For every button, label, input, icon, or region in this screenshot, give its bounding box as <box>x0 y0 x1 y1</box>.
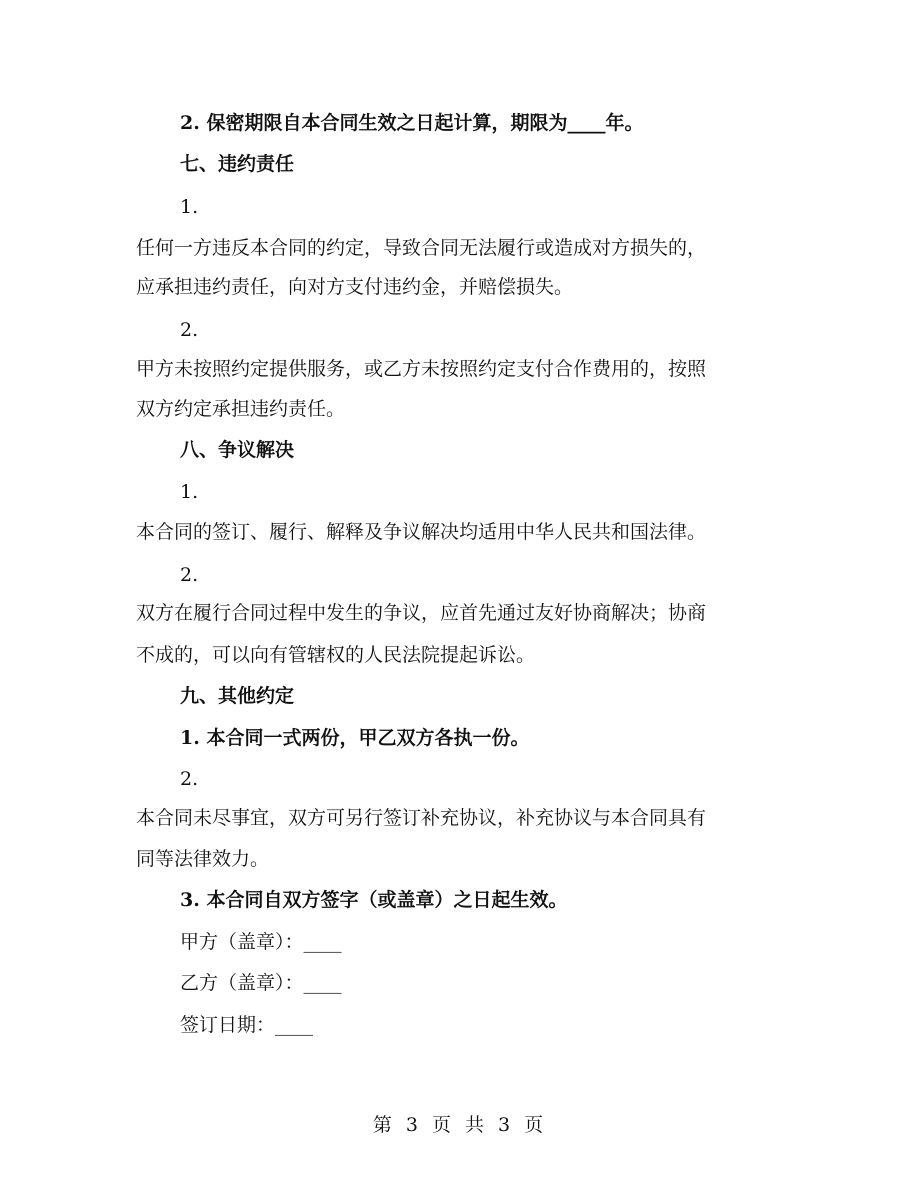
section-heading-breach-liability: 七、违约责任 <box>180 153 295 175</box>
confidentiality-term-clause: 2. 保密期限自本合同生效之日起计算，期限为____年。 <box>180 112 644 134</box>
clause-number: 2. <box>180 319 199 341</box>
paragraph-line: 任何一方违反本合同的约定，导致合同无法履行或造成对方损失的， <box>136 237 707 259</box>
section-heading-other-provisions: 九、其他约定 <box>180 685 295 707</box>
signing-date-line: 签订日期：____ <box>180 1014 314 1036</box>
paragraph-line: 本合同未尽事宜，双方可另行签订补充协议，补充协议与本合同具有 <box>136 807 707 829</box>
page-number-footer: 第 3 页 共 3 页 <box>372 1114 548 1136</box>
paragraph-line: 同等法律效力。 <box>136 848 270 870</box>
party-a-seal-line: 甲方（盖章）：____ <box>180 931 342 953</box>
paragraph-line: 双方约定承担违约责任。 <box>136 398 346 420</box>
paragraph-line: 甲方未按照约定提供服务，或乙方未按照约定支付合作费用的，按照 <box>136 358 707 380</box>
clause-number: 1. <box>180 481 199 503</box>
paragraph-line: 双方在履行合同过程中发生的争议，应首先通过友好协商解决；协商 <box>136 602 707 624</box>
paragraph-line: 不成的，可以向有管辖权的人民法院提起诉讼。 <box>136 644 536 666</box>
clause-number: 2. <box>180 768 199 790</box>
party-b-seal-line: 乙方（盖章）：____ <box>180 972 342 994</box>
effective-date-clause: 3. 本合同自双方签字（或盖章）之日起生效。 <box>180 889 568 911</box>
clause-number: 1. <box>180 196 199 218</box>
section-heading-dispute-resolution: 八、争议解决 <box>180 439 295 461</box>
copies-clause: 1. 本合同一式两份，甲乙双方各执一份。 <box>180 727 530 749</box>
clause-number: 2. <box>180 564 199 586</box>
paragraph-line: 本合同的签订、履行、解释及争议解决均适用中华人民共和国法律。 <box>136 521 707 543</box>
paragraph-line: 应承担违约责任，向对方支付违约金，并赔偿损失。 <box>136 276 574 298</box>
